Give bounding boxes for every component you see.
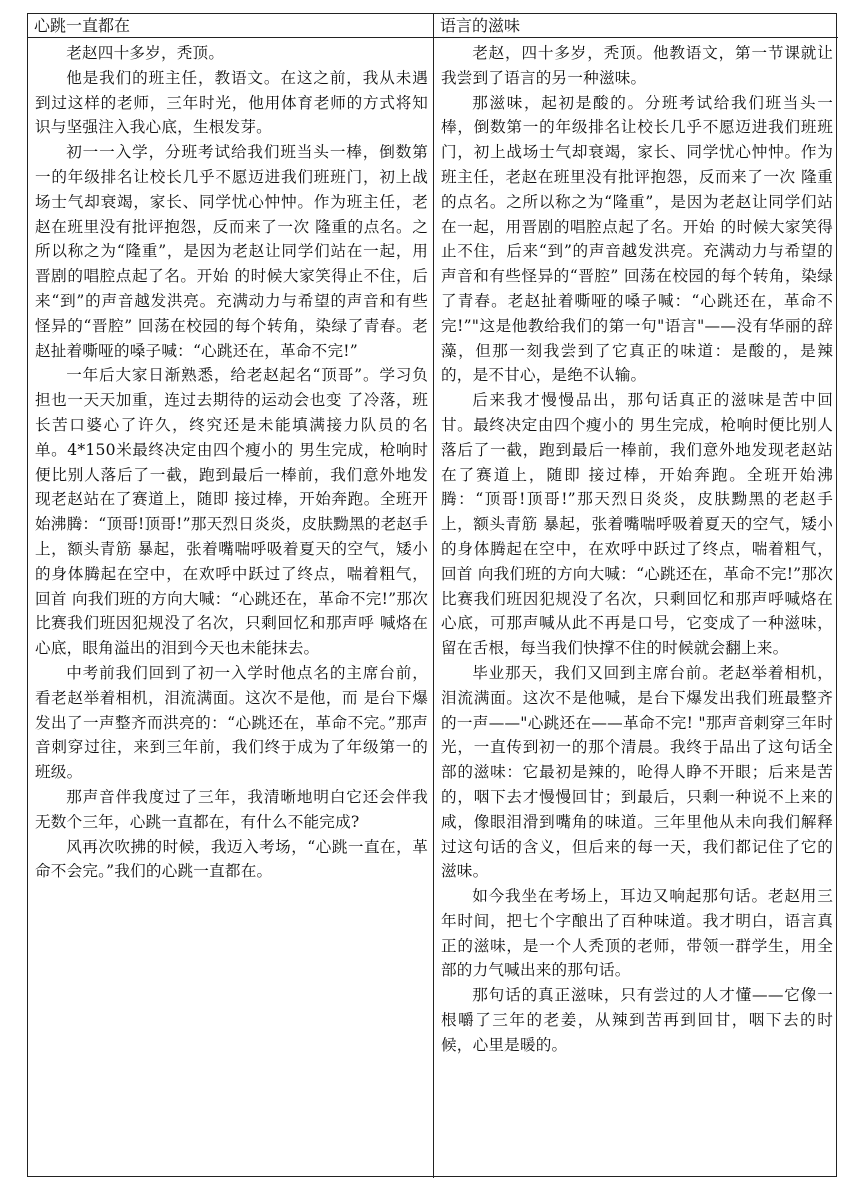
paragraph: 老赵四十多岁，秃顶。: [66, 44, 225, 62]
paragraph: 那声音伴我度过了三年，我清晰地明白它还会伴我无数个三年，心跳一直都在，有什么不能完成?: [35, 787, 428, 831]
paragraph: 毕业那天，我们又回到主席台前。老赵举着相机，泪流满面。这次不是他喊，是台下爆发出我们班最整齐的一声——"心跳还在——革命不完! "那声音刺穿三年时光，一直传到初一的那个清晨。我终于品出了这句话全部的滋味：它最初是辣的，呛得人睁不开眼；后来是苦的，咽下去才慢慢回甘；到最后，只剩一种说不上来的咸，像眼泪滑到嘴角的味道。三年里他从未向我们解释过这句话的含义，但后来的每一天，我们都记住了它的滋味。: [441, 663, 833, 881]
paragraph: 那滋味，起初是酸的。分班考试给我们班当头一棒，倒数第一的年级排名让校长几乎不愿迈进我们班班门，初上战场士气却衰竭，家长、同学忧心忡忡。作为班主任，老赵在班里没有批评抱怨，反而来了一次 隆重的点名。之所以称之为“隆重”，是因为老赵让同学们站在一起，用晋剧的唱腔点起了名。开始 的时候大家笑得止不住，后来“到”的声音越发洪亮。充满动力与希望的声音和有些怪异的“晋腔” 回荡在校园的每个转角，染绿了青春。老赵扯着嘶哑的嗓子喊：“心跳还在，革命不完!”"这是他教给我们的第一句"语言"——没有华丽的辞藻，但那一刻我尝到了它真正的味道：是酸的，是辣的，是不甘心，是绝不认输。: [441, 93, 833, 385]
paragraph: 初一一入学，分班考试给我们班当头一棒，倒数第一的年级排名让校长几乎不愿迈进我们班班门，初上战场士气却衰竭，家长、同学忧心忡忡。作为班主任，老赵在班里没有批评抱怨，反而来了一次 隆重的点名。之所以称之为“隆重”，是因为老赵让同学们站在一起，用晋剧的唱腔点起了名。开始 的时候大家笑得止不住，后来“到”的声音越发洪亮。充满动力与希望的声音和有些怪异的“晋腔” 回荡在校园的每个转角，染绿了青春。老赵扯着嘶哑的嗓子喊：“心跳还在，革命不完!”: [35, 143, 428, 360]
paragraph: 老赵，四十多岁，秃顶。他教语文，第一节课就让我尝到了语言的另一种滋味。: [441, 44, 833, 87]
paragraph: 一年后大家日渐熟悉，给老赵起名“顶哥”。学习负担也一天天加重，连过去期待的运动会也变 了冷落，班长苦口婆心了许久，终究还是未能填满接力队员的名单。4*150米最终决定由四个瘦小的 男生完成，枪响时便比别人落后了一截，跑到最后一棒前，我们意外地发现老赵站在了赛道上，随即 接过棒，开始奔跑。全班开始沸腾：“顶哥!顶哥!”那天烈日炎炎，皮肤黝黑的老赵手上，额头青筋 暴起，张着嘴喘呼吸着夏天的空气，矮小的身体腾起在空中，在欢呼中跃过了终点，喘着粗气，回首 向我们班的方向大喊：“心跳还在，革命不完!”那次比赛我们班因犯规没了名次，只剩回忆和那声呼 喊烙在心底，眼角溢出的泪到今天也未能抹去。: [35, 366, 428, 658]
paragraph: 如今我坐在考场上，耳边又响起那句话。老赵用三年时间，把七个字酿出了百种味道。我才明白，语言真正的滋味，是一个人秃顶的老师，带领一群学生，用全部的力气喊出来的那句话。: [441, 887, 833, 980]
left-column-title: 心跳一直都在: [28, 14, 434, 38]
paragraph: 中考前我们回到了初一入学时他点名的主席台前，看老赵举着相机，泪流满面。这次不是他，而 是台下爆发出了一声整齐而洪亮的：“心跳还在，革命不完。”那声音刺穿过往，来到三年前，我们终于成为了年级第一的班级。: [35, 663, 428, 782]
comparison-table: [27, 13, 837, 1177]
paragraph: 他是我们的班主任，教语文。在这之前，我从未遇到过这样的老师，三年时光，他用体育老师的方式将知识与坚强注入我心底，生根发芽。: [35, 68, 428, 137]
paragraph: 那句话的真正滋味，只有尝过的人才懂——它像一根嚼了三年的老姜，从辣到苦再到回甘，咽下去的时候，心里是暖的。: [441, 986, 833, 1054]
right-essay-body: [434, 38, 838, 1178]
paragraph: 后来我才慢慢品出，那句话真正的滋味是苦中回甘。最终决定由四个瘦小的 男生完成，枪响时便比别人落后了一截，跑到最后一棒前，我们意外地发现老赵站在了赛道上，随即 接过棒，开始奔跑。全班开始沸腾：“顶哥!顶哥!”那天烈日炎炎，皮肤黝黑的老赵手上，额头青筋 暴起，张着嘴喘呼吸着夏天的空气，矮小的身体腾起在空中，在欢呼中跃过了终点，喘着粗气，回首 向我们班的方向大喊：“心跳还在，革命不完!”那次比赛我们班因犯规没了名次，只剩回忆和那声呼喊烙在心底，可那声喊从此不再是口号，它变成了一种滋味，留在舌根，每当我们快撑不住的时候就会翻上来。: [441, 391, 833, 658]
right-column-title: 语言的滋味: [434, 14, 838, 38]
left-essay-body: [28, 38, 434, 1178]
paragraph: 风再次吹拂的时候，我迈入考场，“心跳一直在，革命不会完。”我们的心跳一直都在。: [35, 837, 428, 881]
